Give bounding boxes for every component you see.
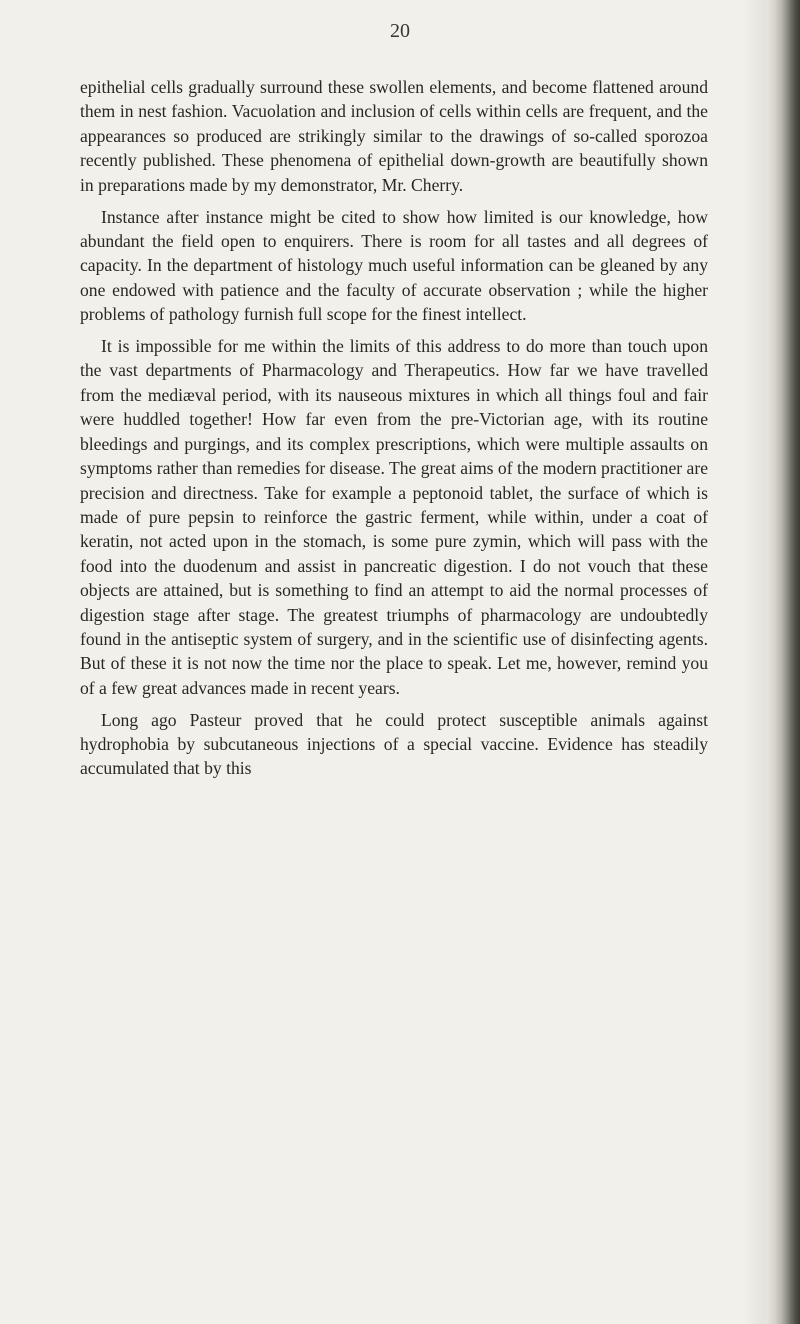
paragraph-2: Instance after instance might be cited to show how limited is our knowledge, how abundant the field open to enquirers. There is room for all tastes and all degrees of capacity. In the department of histology much useful information can be gleaned by any one endowed with patience and the faculty of accurate observation ; while the higher problems of pathology furnish full scope for the finest intellect.	[80, 206, 708, 325]
paragraph-1: epithelial cells gradually surround these swollen elements, and become flattened around them in nest fashion. Vacuolation and inclusion of cells within cells are frequent, and the appearances so produced are strikingly similar to the drawings of so-called sporozoa recently published. These phenomena of epithelial down-growth are beautifully shown in preparations made by my demonstrator, Mr. Cherry.	[80, 77, 708, 195]
paragraph-4: Long ago Pasteur proved that he could protect susceptible animals against hydrophobia by subcutaneous injections of a special vaccine. Evidence has steadily accumulated that by this	[80, 709, 708, 779]
book-binding-edge	[766, 0, 800, 1324]
body-text	[80, 75, 708, 788]
paragraph-3: It is impossible for me within the limits of this address to do more than touch upon the vast departments of Pharmacology and Therapeutics. How far we have travelled from the mediæval period, with its nauseous mixtures in which all things foul and fair were huddled together! How far even from the pre-Victorian age, with its routine bleedings and purgings, and its complex prescriptions, which were multiple assaults on symptoms rather than remedies for disease. The great aims of the modern practitioner are precision and directness. Take for example a peptonoid tablet, the surface of which is made of pure pepsin to reinforce the gastric ferment, while within, under a coat of keratin, not acted upon in the stomach, is some pure zymin, which will pass with the food into the duodenum and assist in pancreatic digestion. I do not vouch that these objects are attained, but is something to find an attempt to aid the normal processes of digestion stage after stage. The greatest triumphs of pharmacology are undoubtedly found in the antiseptic system of surgery, and in the scientific use of disinfecting agents. But of these it is not now the time nor the place to speak. Let me, however, remind you of a few great advances made in recent years.	[80, 336, 708, 698]
binding-shadow	[744, 0, 766, 1324]
page-number: 20	[390, 20, 410, 42]
